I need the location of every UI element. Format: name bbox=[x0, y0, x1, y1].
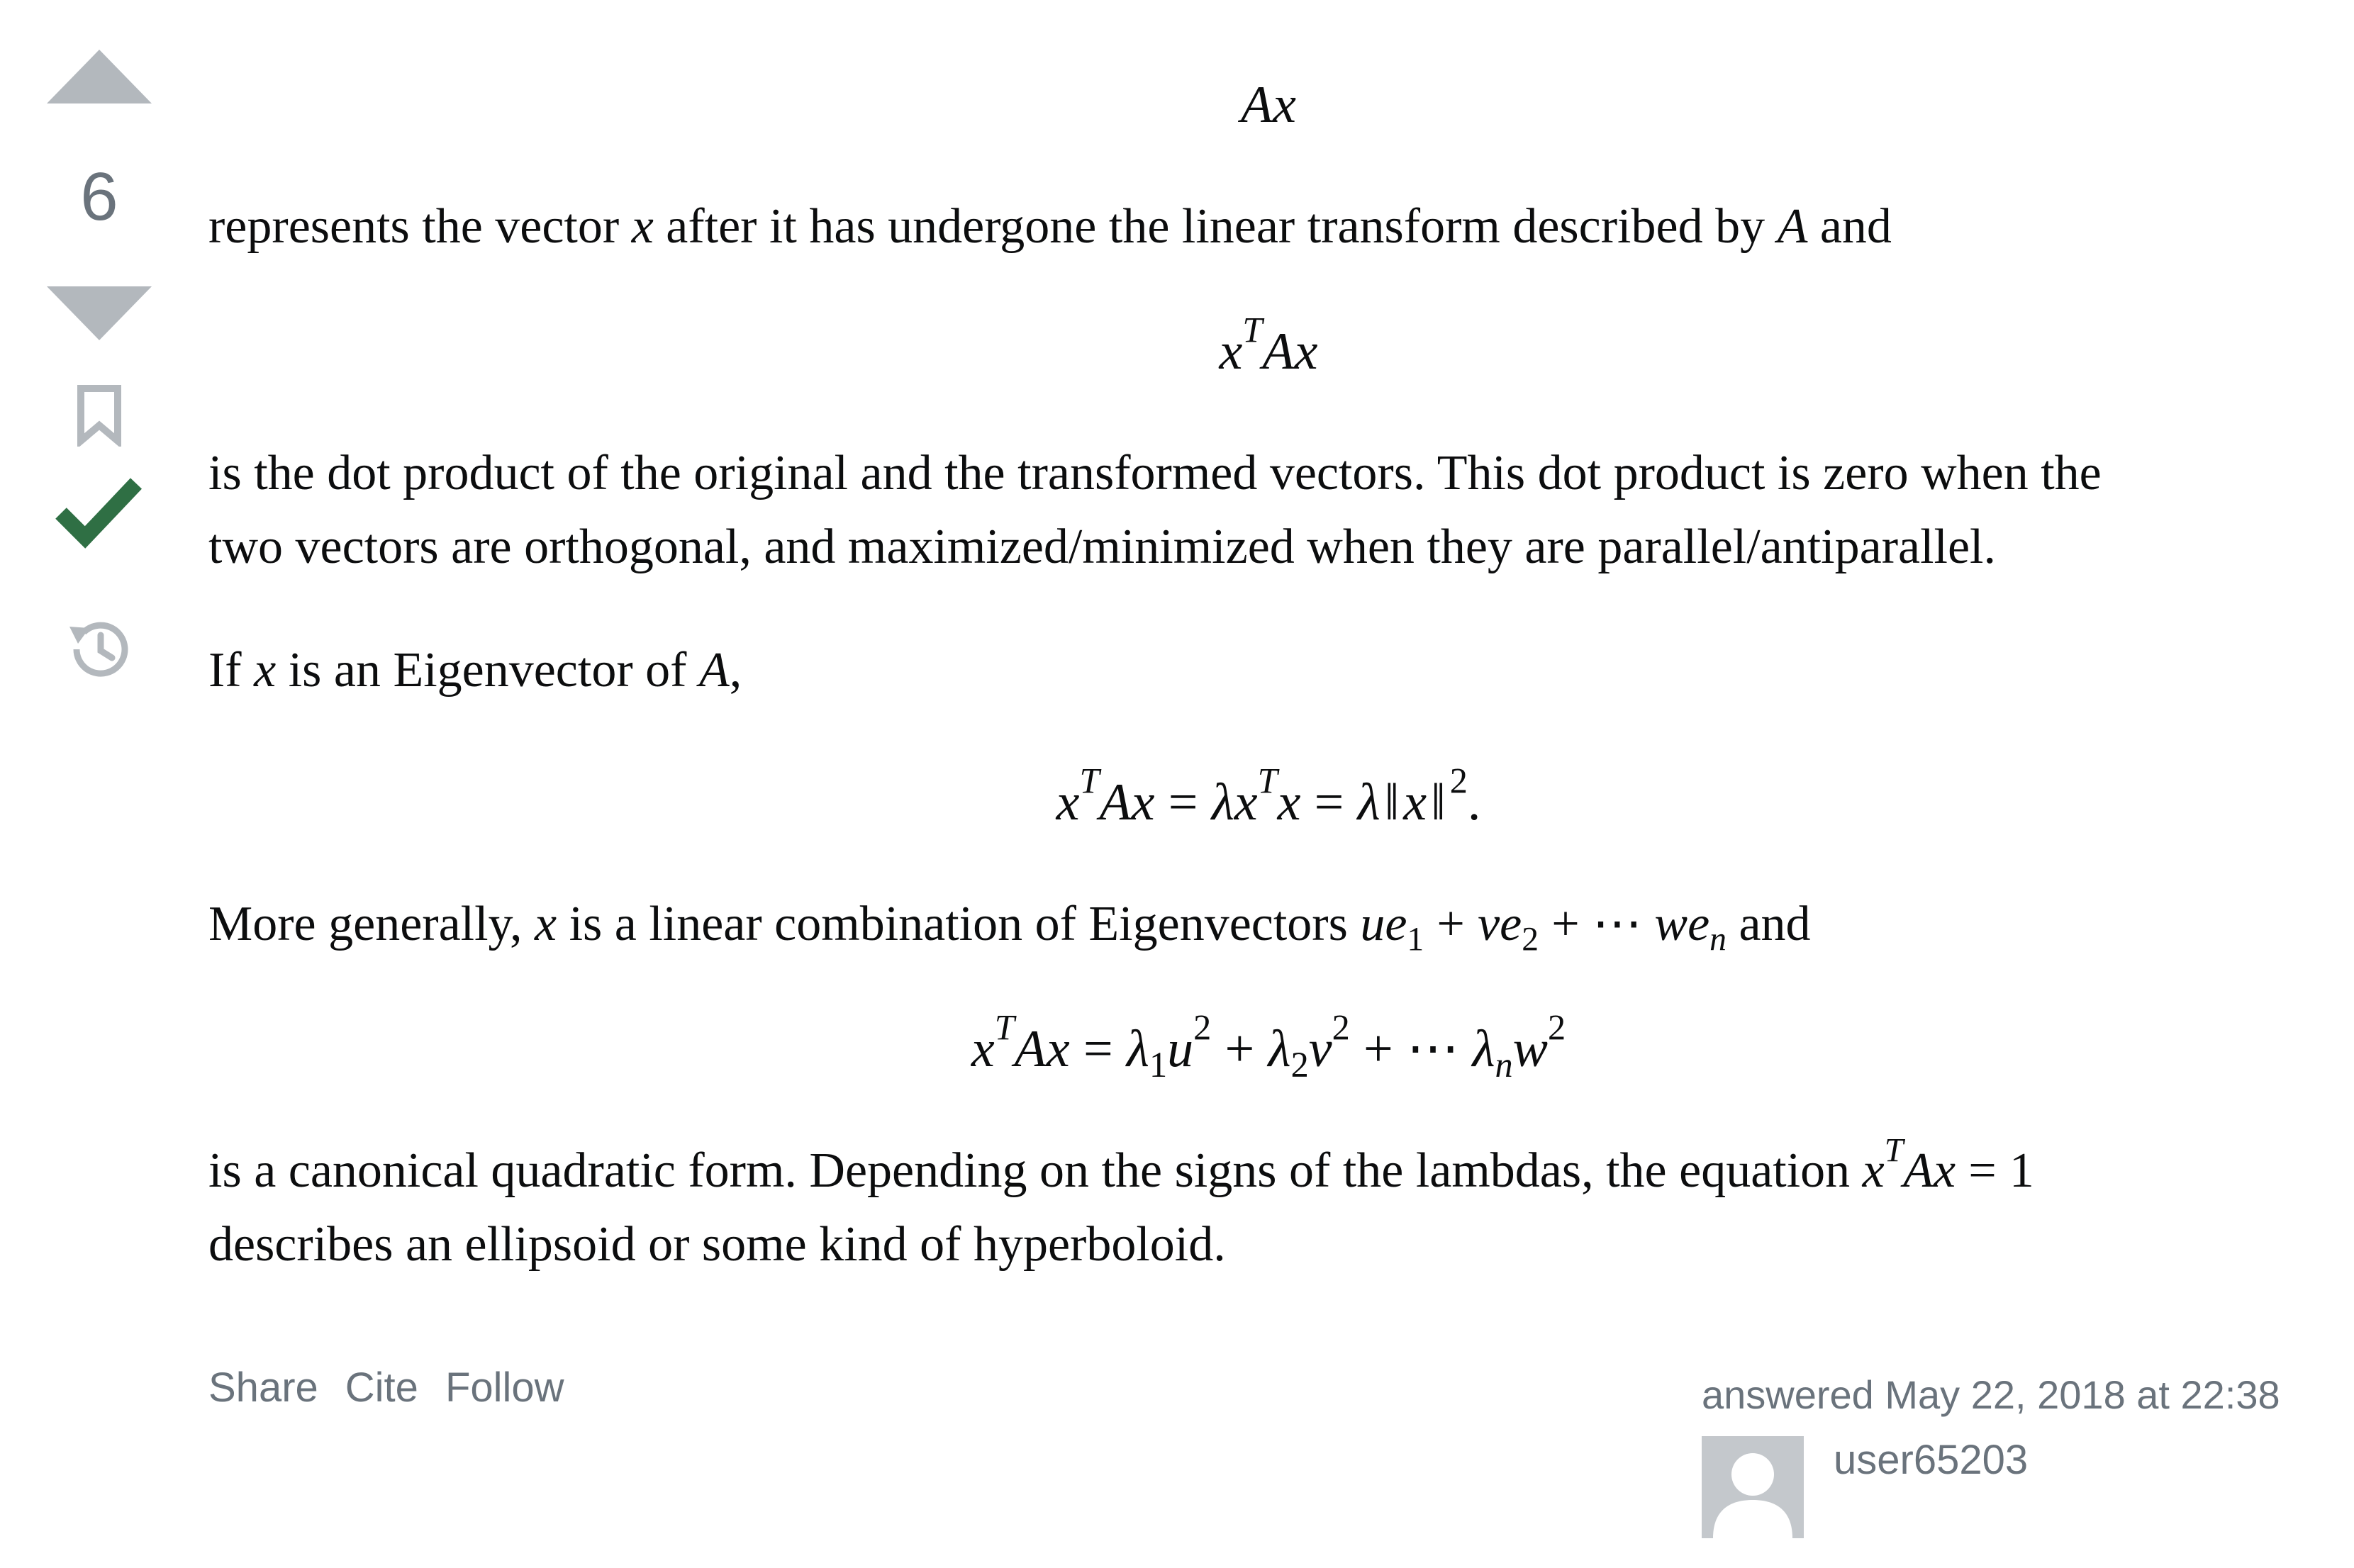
paragraph-text: is an Eigenvector of bbox=[276, 643, 699, 698]
timeline-button[interactable] bbox=[62, 612, 136, 686]
inline-math-combination: $ue_1 + ve_2$ + ⋯ $we_n$ bbox=[1360, 897, 1727, 958]
equation-ax-text: Ax bbox=[1240, 76, 1297, 134]
history-icon bbox=[62, 612, 136, 686]
paragraph-text: after it has undergone the linear transform described by bbox=[653, 199, 1778, 254]
triangle-down-icon bbox=[47, 286, 152, 340]
paragraph-quadratic-form-line-1 bbox=[208, 1134, 2328, 1208]
equation-eigen bbox=[208, 761, 2328, 839]
user-name-link[interactable]: user65203 bbox=[1834, 1437, 2029, 1483]
vote-count: 6 bbox=[80, 159, 118, 235]
inline-math-a: A bbox=[1777, 199, 1808, 254]
equation-xtax bbox=[208, 310, 2328, 388]
user-avatar[interactable] bbox=[1702, 1436, 1804, 1538]
share-link[interactable]: Share bbox=[208, 1365, 318, 1411]
paragraph-text: is a canonical quadratic form. Depending on the signs of the lambdas, the equation bbox=[208, 1143, 1863, 1198]
paragraph-text: , bbox=[729, 643, 742, 698]
equation-ax bbox=[208, 68, 2328, 142]
inline-math-unit-equation: $x^TAx = 1$ bbox=[1862, 1132, 2034, 1198]
paragraph-eigenvector bbox=[208, 634, 2328, 707]
equation-general bbox=[208, 1007, 2328, 1086]
equation-general-text: $x^TAx = \lambda_1u^2 + \lambda_2v^2$ + ⋯ $\lambda_nw^2$ bbox=[971, 1007, 1566, 1085]
vote-column bbox=[0, 0, 199, 709]
upvote-button[interactable] bbox=[47, 50, 152, 103]
accepted-answer-indicator bbox=[55, 468, 142, 554]
paragraph-quadratic-form-line-2: describes an ellipsoid or some kind of hyperboloid. bbox=[208, 1217, 1226, 1272]
downvote-button[interactable] bbox=[47, 286, 152, 340]
inline-math-x: x bbox=[535, 897, 557, 951]
equation-eigen-text: $x^TAx = \lambda x^Tx$ = λ‖x‖ $^2$. bbox=[1056, 761, 1481, 831]
checkmark-icon bbox=[55, 468, 142, 554]
answered-timestamp[interactable]: answered May 22, 2018 at 22:38 bbox=[1702, 1372, 2280, 1417]
triangle-up-icon bbox=[47, 50, 152, 103]
post-menu bbox=[208, 1362, 564, 1413]
default-avatar-icon bbox=[1702, 1436, 1804, 1538]
paragraph-linear-combination bbox=[208, 887, 2328, 961]
cite-link[interactable]: Cite bbox=[345, 1365, 418, 1411]
paragraph-dot-product-line-1: is the dot product of the original and the transformed vectors. This dot product is zero when the bbox=[208, 446, 2102, 500]
inline-math-x: x bbox=[254, 643, 277, 698]
user-card bbox=[1702, 1362, 2326, 1547]
inline-math-a: A bbox=[698, 643, 730, 698]
paragraph-text: is a linear combination of Eigenvectors bbox=[557, 897, 1361, 951]
paragraph-text: represents the vector bbox=[208, 199, 632, 254]
follow-link[interactable]: Follow bbox=[445, 1365, 564, 1411]
paragraph-dot-product-line-2: two vectors are orthogonal, and maximized/minimized when they are parallel/antiparallel. bbox=[208, 520, 1996, 574]
equation-xtax-text: $x^TAx$ bbox=[1219, 310, 1318, 381]
inline-math-x: x bbox=[631, 199, 654, 254]
paragraph-transform bbox=[208, 190, 2328, 264]
paragraph-text: If bbox=[208, 643, 255, 698]
paragraph-text: and bbox=[1807, 199, 1892, 254]
paragraph-text: More generally, bbox=[208, 897, 535, 951]
paragraph-text: and bbox=[1726, 897, 1811, 951]
bookmark-icon bbox=[71, 383, 128, 447]
bookmark-button[interactable] bbox=[71, 383, 128, 447]
